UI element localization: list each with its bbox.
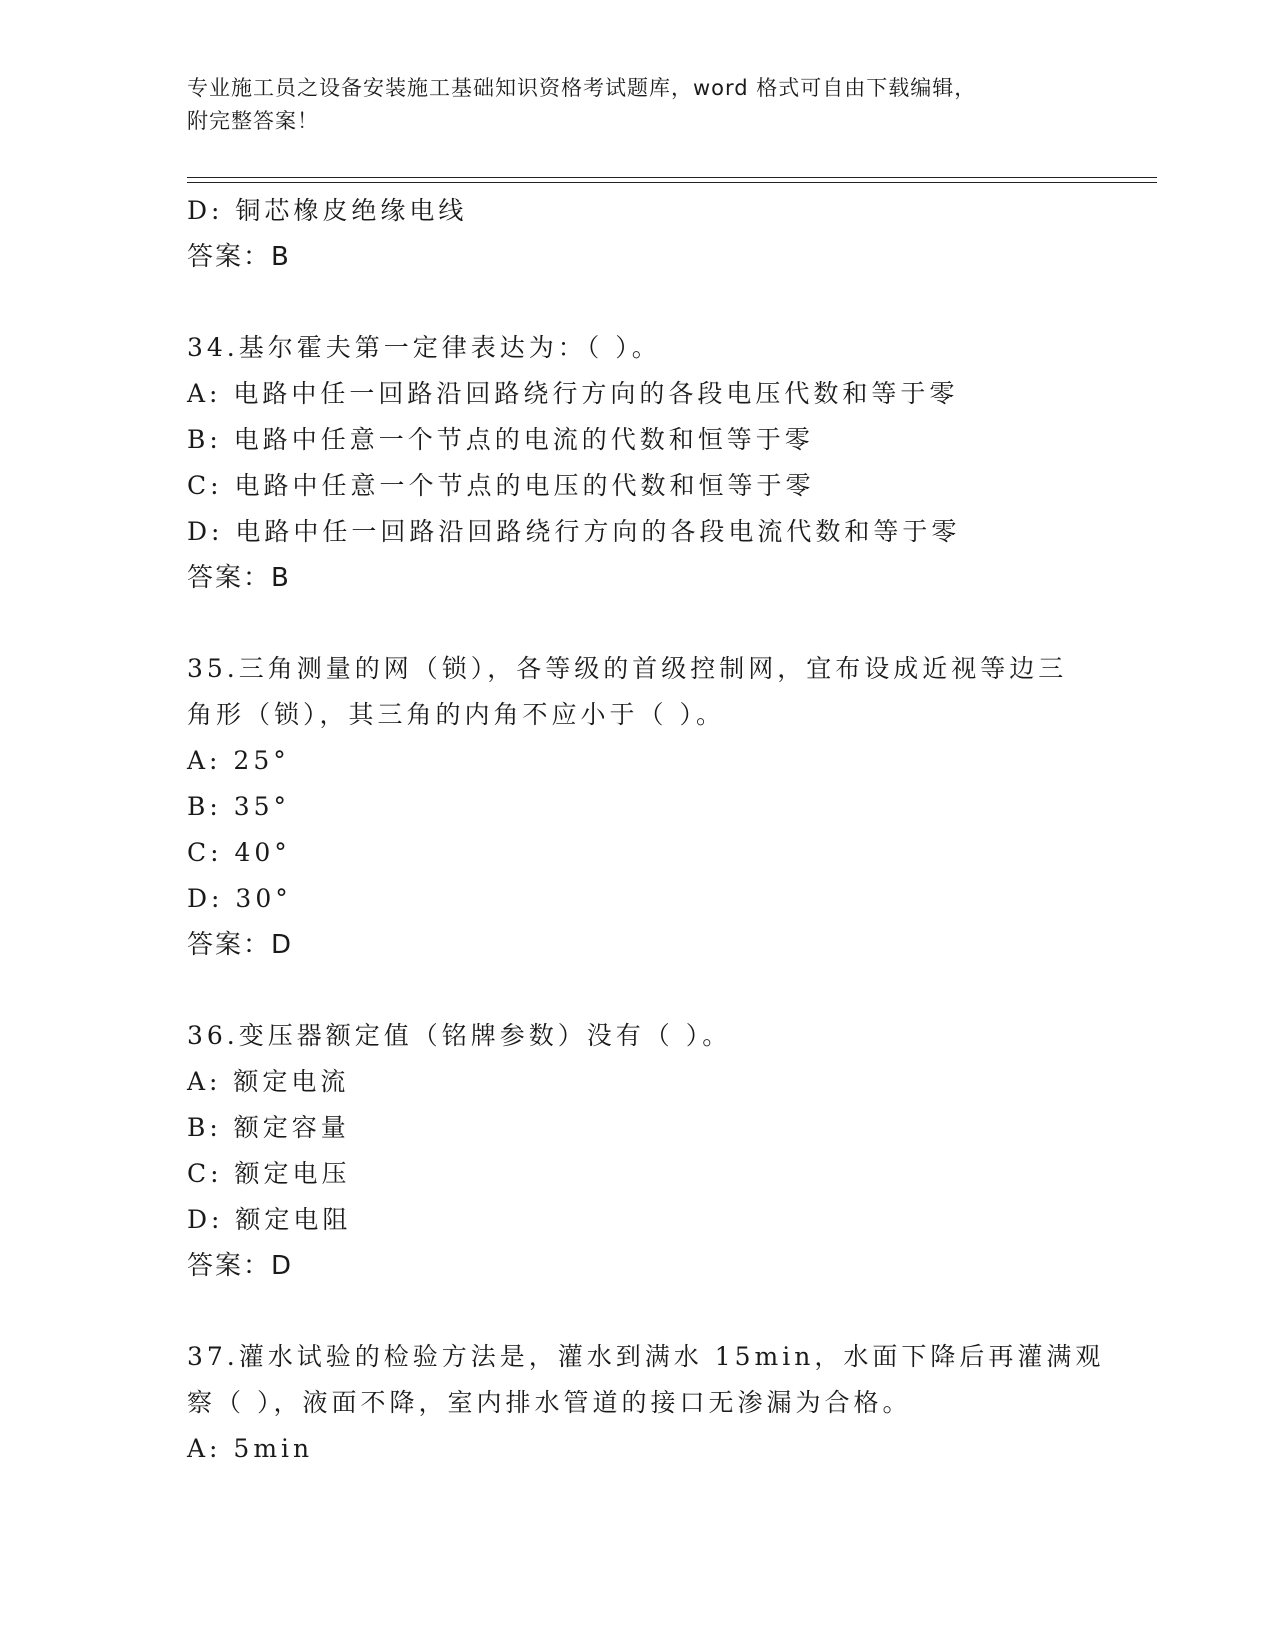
header-line-1: 专业施工员之设备安装施工基础知识资格考试题库，word 格式可自由下载编辑， [187, 76, 977, 100]
option-d: D: 铜芯橡皮绝缘电线 [187, 196, 468, 225]
header-divider-bottom [187, 182, 1157, 183]
option-a: A: 5min [187, 1434, 314, 1463]
header-divider-top [187, 177, 1157, 178]
question-stem: 34.基尔霍夫第一定律表达为：（ ）。 [187, 333, 661, 362]
answer-line: 答案：D [187, 930, 294, 960]
spacer [187, 968, 1087, 1013]
question-block-37 [187, 1334, 1105, 1472]
question-list [187, 188, 1105, 1472]
answer-line: 答案：B [187, 563, 291, 593]
option-b: B: 电路中任意一个节点的电流的代数和恒等于零 [187, 425, 814, 454]
question-block-36 [187, 1013, 1087, 1289]
option-a: A: 额定电流 [187, 1067, 350, 1096]
option-c: C: 电路中任意一个节点的电压的代数和恒等于零 [187, 471, 815, 500]
option-a: A: 25° [187, 746, 290, 775]
document-header [187, 72, 1067, 138]
option-d: D: 额定电阻 [187, 1205, 352, 1234]
question-stem-line-1: 35.三角测量的网（锁），各等级的首级控制网，宜布设成近视等边三 [187, 654, 1068, 683]
answer-line: 答案：B [187, 242, 291, 272]
option-b: B: 35° [187, 792, 291, 821]
question-stem-line-2: 角形（锁），其三角的内角不应小于（ ）。 [187, 700, 725, 729]
answer-line: 答案：D [187, 1251, 294, 1281]
question-block-35 [187, 646, 1087, 968]
option-c: C: 40° [187, 838, 291, 867]
spacer [187, 1289, 1087, 1334]
option-a: A: 电路中任一回路沿回路绕行方向的各段电压代数和等于零 [187, 379, 959, 408]
question-block-prev [187, 188, 1087, 280]
question-stem-line-1: 37.灌水试验的检验方法是，灌水到满水 15min，水面下降后再灌满观 [187, 1342, 1105, 1371]
question-stem-line-2: 察（ ），液面不降，室内排水管道的接口无渗漏为合格。 [187, 1388, 912, 1417]
header-line-2: 附完整答案！ [187, 109, 319, 133]
spacer [187, 280, 1087, 325]
option-d: D: 30° [187, 884, 292, 913]
spacer [187, 601, 1087, 646]
option-d: D: 电路中任一回路沿回路绕行方向的各段电流代数和等于零 [187, 517, 961, 546]
option-c: C: 额定电压 [187, 1159, 351, 1188]
option-b: B: 额定容量 [187, 1113, 350, 1142]
question-stem: 36.变压器额定值（铭牌参数）没有（ ）。 [187, 1021, 732, 1050]
question-block-34 [187, 325, 1087, 601]
